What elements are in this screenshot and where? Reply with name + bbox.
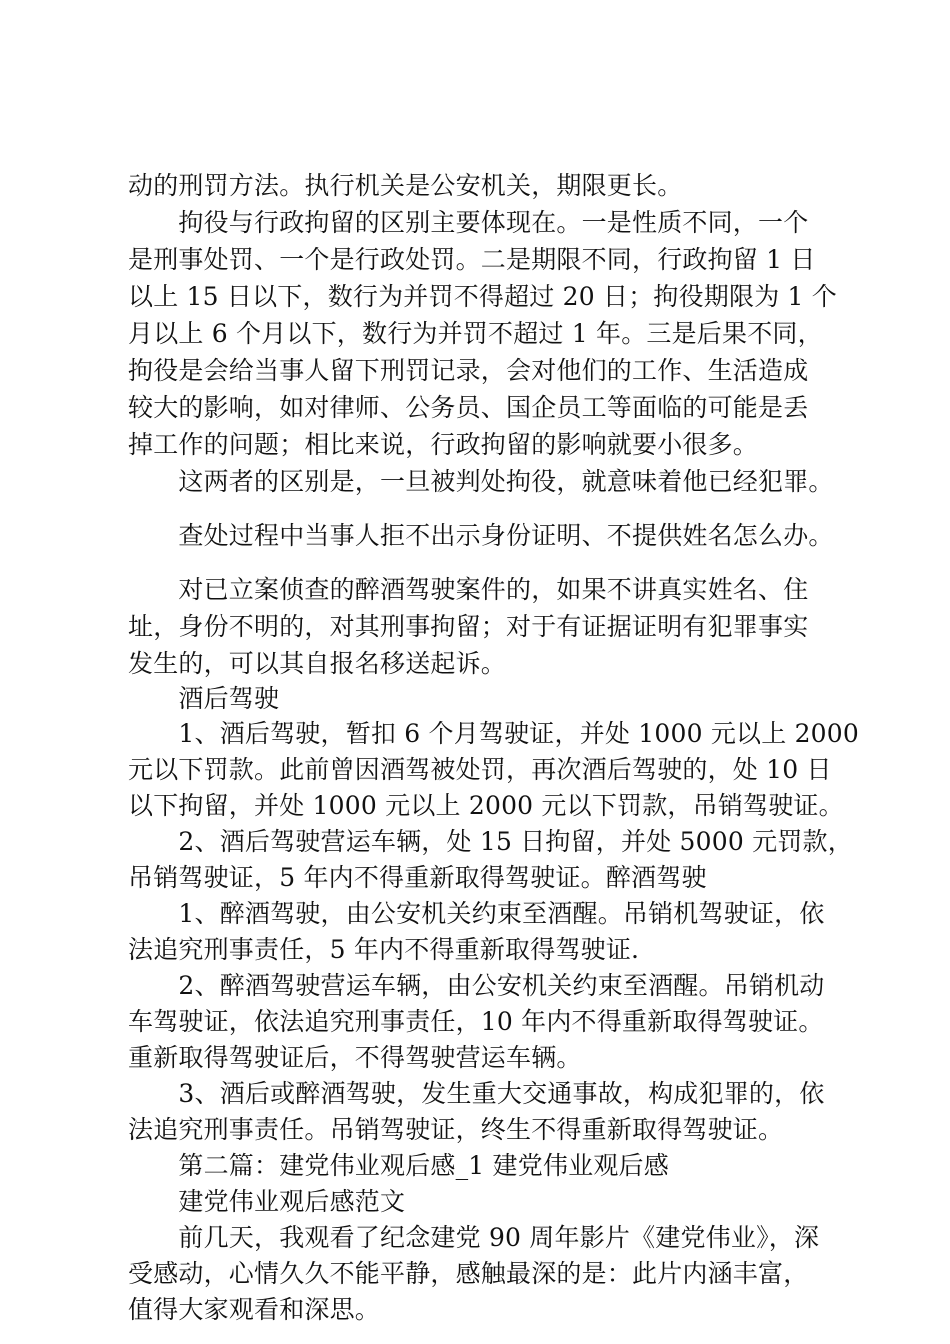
text-line: 动的刑罚方法。执行机关是公安机关，期限更长。 (128, 171, 683, 200)
text-line: 2、醉酒驾驶营运车辆，由公安机关约束至酒醒。吊销机动 (128, 971, 825, 1000)
text-line: 月以上 6 个月以下，数行为并罚不超过 1 年。三是后果不同， (128, 319, 823, 348)
text-line: 以下拘留，并处 1000 元以上 2000 元以下罚款，吊销驾驶证。 (128, 791, 844, 820)
text-line: 车驾驶证，依法追究刑事责任，10 年内不得重新取得驾驶证。 (128, 1007, 824, 1036)
text-line: 值得大家观看和深思。 (128, 1295, 381, 1324)
text-line: 法追究刑事责任。吊销驾驶证，终生不得重新取得驾驶证。 (128, 1115, 784, 1144)
text-line: 较大的影响，如对律师、公务员、国企员工等面临的可能是丢 (128, 393, 809, 422)
text-line: 1、酒后驾驶，暂扣 6 个月驾驶证，并处 1000 元以上 2000 (128, 719, 859, 748)
text-line: 3、酒后或醉酒驾驶，发生重大交通事故，构成犯罪的，依 (128, 1079, 825, 1108)
text-line: 址，身份不明的，对其刑事拘留；对于有证据证明有犯罪事实 (128, 612, 809, 641)
text-line: 掉工作的问题；相比来说，行政拘留的影响就要小很多。 (128, 430, 759, 459)
text-line: 对已立案侦查的醉酒驾驶案件的，如果不讲真实姓名、住 (128, 575, 809, 604)
text-line: 是刑事处罚、一个是行政处罚。二是期限不同，行政拘留 1 日 (128, 245, 816, 274)
text-line: 法追究刑事责任，5 年内不得重新取得驾驶证. (128, 935, 640, 964)
text-line: 查处过程中当事人拒不出示身份证明、不提供姓名怎么办。 (128, 521, 834, 550)
text-line: 前几天，我观看了纪念建党 90 周年影片《建党伟业》，深 (128, 1223, 820, 1252)
text-line: 以上 15 日以下，数行为并罚不得超过 20 日；拘役期限为 1 个 (128, 282, 838, 311)
text-line: 元以下罚款。此前曾因酒驾被处罚，再次酒后驾驶的，处 10 日 (128, 755, 832, 784)
text-line: 拘役与行政拘留的区别主要体现在。一是性质不同，一个 (128, 208, 809, 237)
text-line: 第二篇：建党伟业观后感_1 建党伟业观后感 (128, 1151, 669, 1180)
text-line: 拘役是会给当事人留下刑罚记录，会对他们的工作、生活造成 (128, 356, 809, 385)
text-line: 受感动，心情久久不能平静，感触最深的是：此片内涵丰富， (128, 1259, 809, 1288)
text-line: 发生的，可以其自报名移送起诉。 (128, 649, 507, 678)
text-line: 1、醉酒驾驶，由公安机关约束至酒醒。吊销机驾驶证，依 (128, 899, 825, 928)
text-line: 2、酒后驾驶营运车辆，处 15 日拘留，并处 5000 元罚款， (128, 827, 853, 856)
text-line: 吊销驾驶证，5 年内不得重新取得驾驶证。醉酒驾驶 (128, 863, 707, 892)
text-line: 重新取得驾驶证后，不得驾驶营运车辆。 (128, 1043, 582, 1072)
text-line: 这两者的区别是，一旦被判处拘役，就意味着他已经犯罪。 (128, 467, 834, 496)
text-line: 建党伟业观后感范文 (128, 1187, 406, 1216)
text-line: 酒后驾驶 (128, 684, 280, 713)
